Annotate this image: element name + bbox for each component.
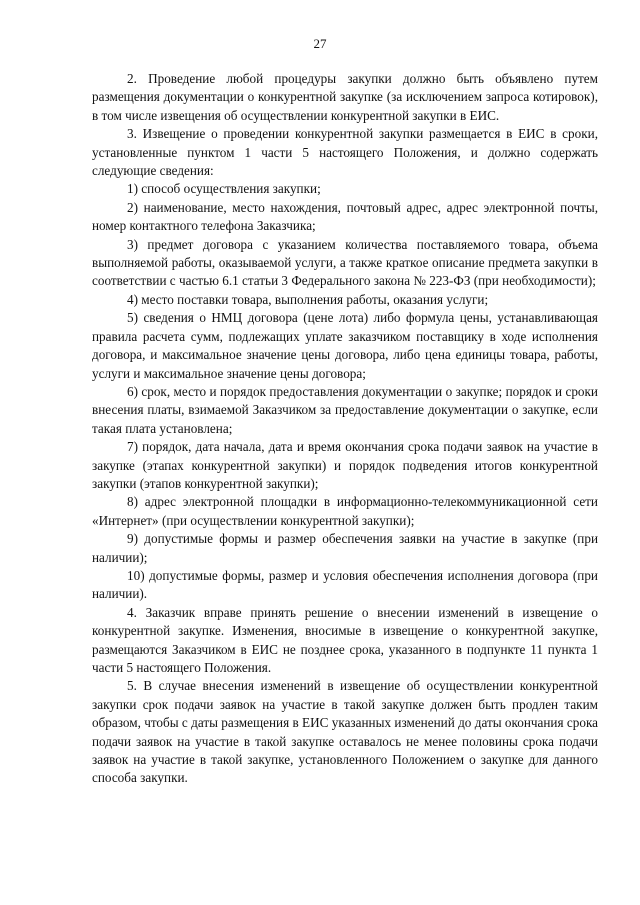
list-item-5: 5) сведения о НМЦ договора (цене лота) либо формула цены, устанавливающая правила расчета сумм, подлежащих уплате заказчиком поставщику в ходе исполнения договора, и максимальное значение цены договора, либо цена единицы товара, работы, услуги и максимальное значение цены договора; [92, 310, 598, 381]
list-item-6: 6) срок, место и порядок предоставления документации о закупке; порядок и сроки внесения платы, взимаемой Заказчиком за предоставление документации о закупке, если такая плата установлена; [92, 383, 598, 436]
list-item-4: 4) место поставки товара, выполнения работы, оказания услуги; [127, 291, 489, 307]
list-item-8: 8) адрес электронной площадки в информационно-телекоммуникационной сети «Интернет» (при осуществлении конкурентной закупки); [92, 494, 598, 528]
list-item-3: 3) предмет договора с указанием количества поставляемого товара, объема выполняемой работы, оказываемой услуги, а также краткое описание предмета закупки в соответствии с частью 6.1 статьи 3 Федерального закона № 223-ФЗ (при необходимости); [92, 236, 598, 289]
paragraph-4: 4. Заказчик вправе принять решение о внесении изменений в извещение о конкурентной закупке. Изменения, вносимые в извещение о конкурентной закупке, размещаются Заказчиком в ЕИС не позднее срока, указанного в подпункте 11 пункта 1 части 5 настоящего Положения. [92, 604, 598, 675]
list-item-10: 10) допустимые формы, размер и условия обеспечения исполнения договора (при наличии). [92, 567, 598, 602]
page-number: 27 [313, 36, 327, 51]
paragraph-2: 2. Проведение любой процедуры закупки должно быть объявлено путем размещения документации о конкурентной закупке (за исключением запроса котировок), в том числе извещения об осуществлении конкурентной закупки в ЕИС. [92, 71, 598, 123]
list-item-2: 2) наименование, место нахождения, почтовый адрес, адрес электронной почты, номер контактного телефона Заказчика; [92, 199, 598, 234]
list-item-1: 1) способ осуществления закупки; [127, 181, 321, 197]
paragraph-3: 3. Извещение о проведении конкурентной закупки размещается в ЕИС в сроки, установленные пунктом 1 части 5 настоящего Положения, и должно содержать следующие сведения: [92, 126, 598, 179]
document-body [92, 70, 598, 788]
list-item-9: 9) допустимые формы и размер обеспечения заявки на участие в закупке (при наличии); [92, 531, 598, 565]
paragraph-5: 5. В случае внесения изменений в извещение об осуществлении конкурентной закупки срок подачи заявок на участие в такой закупке должен быть продлен таким образом, чтобы с даты размещения в ЕИС указанных изменений до даты окончания срока подачи заявок на участие в такой закупке оставалось не менее половины срока подачи заявок на участие в такой закупке, установленного Положением о закупке для данного способа закупки. [92, 678, 598, 786]
list-item-7: 7) порядок, дата начала, дата и время окончания срока подачи заявок на участие в закупке (этапах конкурентной закупки) и порядок подведения итогов конкурентной закупки (этапов конкурентной закупки); [92, 439, 598, 491]
